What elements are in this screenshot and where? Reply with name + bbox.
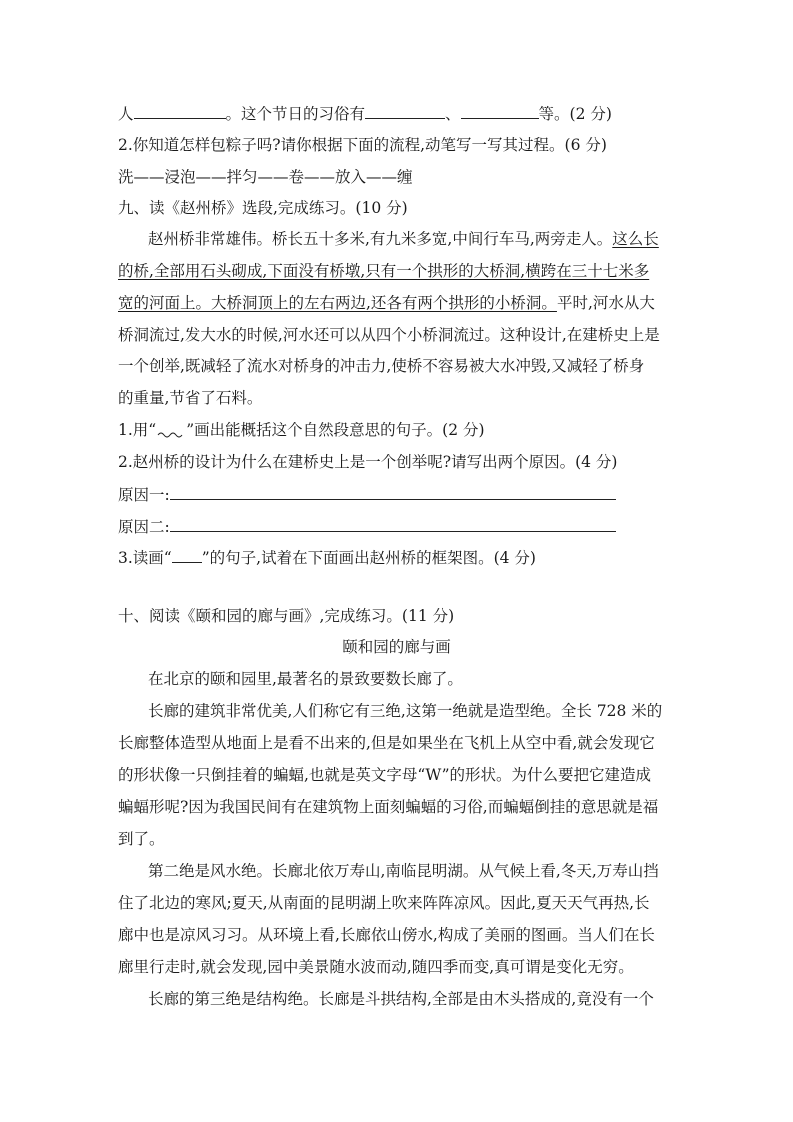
reason1-label: 原因一: — [118, 486, 170, 504]
answer-blank-3[interactable] — [461, 103, 539, 119]
section9-para-line1 — [148, 229, 659, 249]
article-para2-line2: 长廊整体造型从地面上是看不出来的,但是如果坐在飞机上从空中看,就会发现它 — [118, 734, 655, 752]
q8-2-question: 2.你知道怎样包粽子吗?请你根据下面的流程,动笔写一写其过程。(6 分) — [118, 136, 607, 154]
underlined-sentence: 宽的河面上。大桥洞顶上的左右两边,还各有两个拱形的小桥洞。 — [118, 294, 557, 312]
article-para3-line1: 第二绝是风水绝。长廊北依万寿山,南临昆明湖。从气候上看,冬天,万寿山挡 — [148, 862, 659, 880]
article-para2-line4: 蝙蝠形呢?因为我国民间有在建筑物上面刻蝙蝠的习俗,而蝙蝠倒挂的意思就是福 — [118, 798, 659, 816]
section9-title: 九、读《赵州桥》选段,完成练习。(10 分) — [118, 199, 408, 217]
article-para3-line2: 住了北边的寒风;夏天,从南面的昆明湖上吹来阵阵凉风。因此,夏天天气再热,长 — [118, 894, 650, 912]
reason1-answer-blank[interactable] — [170, 484, 616, 500]
article-para3-line3: 廊中也是凉风习习。从环境上看,长廊依山傍水,构成了美丽的图画。当人们在长 — [118, 926, 655, 944]
q8-fill-line — [118, 103, 612, 124]
article-para3-line4: 廊里行走时,就会发现,园中美景随水波而动,随四季而变,真可谓是变化无穷。 — [118, 958, 634, 976]
section9-para-line2: 的桥,全部用石头砌成,下面没有桥墩,只有一个拱形的大桥洞,横跨在三十七米多 — [118, 262, 650, 280]
section9-para-line5: 一个创举,既减轻了流水对桥身的冲击力,使桥不容易被大水冲毁,又减轻了桥身 — [118, 357, 645, 375]
q8-end: 等。(2 分) — [538, 105, 612, 123]
reason1-line — [118, 484, 616, 505]
q8-mid: 。这个节日的习俗有 — [225, 105, 366, 123]
section10-title: 十、阅读《颐和园的廊与画》,完成练习。(11 分) — [118, 607, 455, 625]
section9-para-line6: 的重量,节省了石料。 — [118, 389, 263, 407]
straight-line-icon — [172, 548, 202, 563]
answer-blank-2[interactable] — [365, 103, 445, 119]
reason2-answer-blank[interactable] — [170, 516, 616, 532]
q3-suffix: ”的句子,试着在下面画出赵州桥的框架图。(4 分) — [201, 549, 536, 567]
reason2-label: 原因二: — [118, 518, 170, 536]
article-title: 颐和园的廊与画 — [342, 638, 451, 656]
section9-para-line4: 桥洞流过,发大水的时候,河水还可以从四个小桥洞流过。这种设计,在建桥史上是 — [118, 326, 660, 344]
q1-prefix: 1.用“ — [118, 421, 157, 439]
answer-blank-1[interactable] — [134, 103, 226, 119]
q8-sep: 、 — [445, 105, 461, 123]
reason2-line — [118, 516, 616, 537]
section9-q1 — [118, 420, 485, 440]
underlined-sentence: 这么长 — [612, 230, 659, 248]
section9-q2: 2.赵州桥的设计为什么在建桥史上是一个创举呢?请写出两个原因。(4 分) — [118, 453, 618, 471]
q3-prefix: 3.读画“ — [118, 549, 172, 567]
article-para2-line5: 到了。 — [118, 830, 165, 848]
section9-para-line3 — [118, 293, 655, 313]
q8-2-flow: 洗——浸泡——拌匀——卷——放入——缠 — [118, 168, 413, 186]
q1-suffix: ”画出能概括这个自然段意思的句子。(2 分) — [186, 421, 485, 439]
article-para4-line1: 长廊的第三绝是结构绝。长廊是斗拱结构,全部是由木头搭成的,竟没有一个 — [148, 990, 654, 1008]
section9-q3 — [118, 548, 536, 568]
para-text: 平时,河水从大 — [556, 294, 655, 312]
article-para2-line3: 的形状像一只倒挂着的蝙蝠,也就是英文字母“W”的形状。为什么要把它建造成 — [118, 766, 651, 784]
q8-prefix: 人 — [118, 105, 134, 123]
article-para2-line1: 长廊的建筑非常优美,人们称它有三绝,这第一绝就是造型绝。全长 728 米的 — [148, 702, 663, 720]
para-text: 赵州桥非常雄伟。桥长五十多米,有九米多宽,中间行车马,两旁走人。 — [148, 230, 613, 248]
article-para1: 在北京的颐和园里,最著名的景致要数长廊了。 — [148, 670, 463, 688]
wavy-line-icon — [156, 421, 186, 435]
